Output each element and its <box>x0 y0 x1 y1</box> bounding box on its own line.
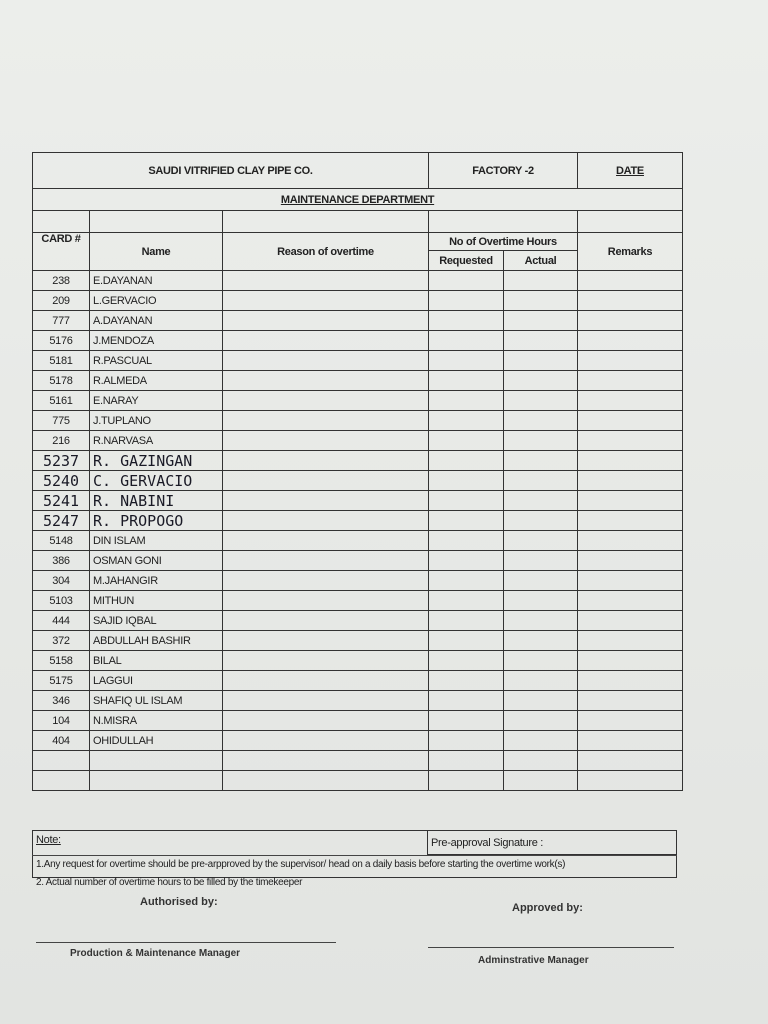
remarks-cell <box>578 331 683 351</box>
reason-cell <box>223 611 429 631</box>
table-row <box>33 311 683 331</box>
card-number-cell: 5175 <box>33 671 90 691</box>
table-row <box>33 491 683 511</box>
card-number-cell: 238 <box>33 271 90 291</box>
actual-hours-cell <box>504 571 578 591</box>
table-row <box>33 651 683 671</box>
remarks-cell <box>578 371 683 391</box>
blank-cell <box>33 771 90 791</box>
requested-hours-cell <box>429 611 504 631</box>
card-number-cell: 346 <box>33 691 90 711</box>
card-number-cell: 216 <box>33 431 90 451</box>
requested-hours-cell <box>429 351 504 371</box>
card-number-cell: 5178 <box>33 371 90 391</box>
reason-cell <box>223 471 429 491</box>
requested-hours-cell <box>429 711 504 731</box>
table-row <box>33 271 683 291</box>
employee-name-cell: R. NABINI <box>90 491 223 511</box>
remarks-cell <box>578 731 683 751</box>
actual-hours-cell <box>504 731 578 751</box>
remarks-cell <box>578 511 683 531</box>
table-row <box>33 331 683 351</box>
employee-name-cell: BILAL <box>90 651 223 671</box>
reason-cell <box>223 371 429 391</box>
remarks-cell <box>578 691 683 711</box>
table-row <box>33 631 683 651</box>
blank-cell <box>578 771 683 791</box>
actual-hours-cell <box>504 331 578 351</box>
card-number-cell: 5176 <box>33 331 90 351</box>
table-row <box>33 671 683 691</box>
table-row <box>33 411 683 431</box>
requested-hours-cell <box>429 731 504 751</box>
reason-cell <box>223 391 429 411</box>
card-number-cell: 372 <box>33 631 90 651</box>
actual-hours-cell <box>504 311 578 331</box>
authorised-signature-line <box>36 942 336 943</box>
factory-label: FACTORY -2 <box>429 153 578 189</box>
table-row <box>33 351 683 371</box>
column-header-reason: Reason of overtime <box>223 233 429 271</box>
employee-name-cell: R.ALMEDA <box>90 371 223 391</box>
reason-cell <box>223 351 429 371</box>
actual-hours-cell <box>504 691 578 711</box>
requested-hours-cell <box>429 511 504 531</box>
actual-hours-cell <box>504 351 578 371</box>
blank-cell <box>578 751 683 771</box>
employee-name-cell: LAGGUI <box>90 671 223 691</box>
requested-hours-cell <box>429 551 504 571</box>
card-number-cell: 386 <box>33 551 90 571</box>
reason-cell <box>223 531 429 551</box>
employee-name-cell: M.JAHANGIR <box>90 571 223 591</box>
table-row <box>33 731 683 751</box>
table-row <box>33 451 683 471</box>
actual-hours-cell <box>504 491 578 511</box>
requested-hours-cell <box>429 571 504 591</box>
remarks-cell <box>578 551 683 571</box>
reason-cell <box>223 711 429 731</box>
column-header-remarks: Remarks <box>578 233 683 271</box>
reason-cell <box>223 491 429 511</box>
reason-cell <box>223 651 429 671</box>
remarks-cell <box>578 491 683 511</box>
remarks-cell <box>578 291 683 311</box>
employee-name-cell: J.MENDOZA <box>90 331 223 351</box>
column-header-card: CARD # <box>33 233 90 271</box>
card-number-cell: 209 <box>33 291 90 311</box>
employee-name-cell: C. GERVACIO <box>90 471 223 491</box>
reason-cell <box>223 551 429 571</box>
card-number-cell: 104 <box>33 711 90 731</box>
actual-hours-cell <box>504 611 578 631</box>
actual-hours-cell <box>504 711 578 731</box>
reason-cell <box>223 691 429 711</box>
card-number-cell: 304 <box>33 571 90 591</box>
admin-manager-label: Adminstrative Manager <box>478 955 589 966</box>
reason-cell <box>223 511 429 531</box>
actual-hours-cell <box>504 631 578 651</box>
requested-hours-cell <box>429 411 504 431</box>
table-row <box>33 371 683 391</box>
authorised-by-label: Authorised by: <box>140 896 218 908</box>
remarks-cell <box>578 351 683 371</box>
remarks-cell <box>578 711 683 731</box>
employee-name-cell: A.DAYANAN <box>90 311 223 331</box>
table-row <box>33 391 683 411</box>
reason-cell <box>223 291 429 311</box>
reason-cell <box>223 591 429 611</box>
employee-name-cell: N.MISRA <box>90 711 223 731</box>
employee-name-cell: R.PASCUAL <box>90 351 223 371</box>
card-number-cell: 5240 <box>33 471 90 491</box>
card-number-cell: 444 <box>33 611 90 631</box>
remarks-cell <box>578 411 683 431</box>
actual-hours-cell <box>504 671 578 691</box>
employee-name-cell: SHAFIQ UL ISLAM <box>90 691 223 711</box>
column-header-requested: Requested <box>429 251 504 271</box>
table-row <box>33 591 683 611</box>
blank-cell <box>223 771 429 791</box>
reason-cell <box>223 271 429 291</box>
card-number-cell: 5103 <box>33 591 90 611</box>
department-title: MAINTENANCE DEPARTMENT <box>33 189 683 211</box>
employee-name-cell: SAJID IQBAL <box>90 611 223 631</box>
actual-hours-cell <box>504 511 578 531</box>
employee-name-cell: E.DAYANAN <box>90 271 223 291</box>
blank-cell <box>429 771 504 791</box>
actual-hours-cell <box>504 291 578 311</box>
employee-name-cell: R. PROPOGO <box>90 511 223 531</box>
remarks-cell <box>578 471 683 491</box>
employee-name-cell: OSMAN GONI <box>90 551 223 571</box>
reason-cell <box>223 631 429 651</box>
employee-name-cell: J.TUPLANO <box>90 411 223 431</box>
card-number-cell: 5241 <box>33 491 90 511</box>
preapproval-signature-label: Pre-approval Signature : <box>431 837 544 849</box>
table-row <box>33 571 683 591</box>
requested-hours-cell <box>429 431 504 451</box>
employee-name-cell: DIN ISLAM <box>90 531 223 551</box>
employee-name-cell: R.NARVASA <box>90 431 223 451</box>
requested-hours-cell <box>429 531 504 551</box>
remarks-cell <box>578 431 683 451</box>
card-number-cell: 5181 <box>33 351 90 371</box>
card-number-cell: 5158 <box>33 651 90 671</box>
requested-hours-cell <box>429 491 504 511</box>
reason-cell <box>223 311 429 331</box>
reason-cell <box>223 671 429 691</box>
approved-signature-line <box>428 947 674 948</box>
actual-hours-cell <box>504 471 578 491</box>
reason-cell <box>223 331 429 351</box>
remarks-cell <box>578 271 683 291</box>
requested-hours-cell <box>429 471 504 491</box>
remarks-cell <box>578 651 683 671</box>
employee-name-cell: R. GAZINGAN <box>90 451 223 471</box>
production-manager-label: Production & Maintenance Manager <box>70 948 241 959</box>
actual-hours-cell <box>504 451 578 471</box>
table-row <box>33 291 683 311</box>
remarks-cell <box>578 391 683 411</box>
table-row <box>33 511 683 531</box>
actual-hours-cell <box>504 651 578 671</box>
blank-cell <box>90 751 223 771</box>
remarks-cell <box>578 631 683 651</box>
blank-cell <box>90 771 223 791</box>
reason-cell <box>223 411 429 431</box>
card-number-cell: 5247 <box>33 511 90 531</box>
actual-hours-cell <box>504 411 578 431</box>
remarks-cell <box>578 571 683 591</box>
reason-cell <box>223 431 429 451</box>
actual-hours-cell <box>504 371 578 391</box>
company-name: SAUDI VITRIFIED CLAY PIPE CO. <box>33 153 429 189</box>
requested-hours-cell <box>429 651 504 671</box>
note-1: 1.Any request for overtime should be pre-arpproved by the supervisor/ head on a daily basis before starting the overtime work(s) <box>36 859 566 870</box>
employee-name-cell: ABDULLAH BASHIR <box>90 631 223 651</box>
actual-hours-cell <box>504 591 578 611</box>
remarks-cell <box>578 671 683 691</box>
table-row <box>33 711 683 731</box>
reason-cell <box>223 571 429 591</box>
requested-hours-cell <box>429 691 504 711</box>
column-header-actual: Actual <box>504 251 578 271</box>
approved-by-label: Approved by: <box>512 902 583 914</box>
employee-name-cell: MITHUN <box>90 591 223 611</box>
table-row <box>33 431 683 451</box>
card-number-cell: 777 <box>33 311 90 331</box>
note-label: Note: <box>36 834 61 846</box>
remarks-cell <box>578 611 683 631</box>
blank-cell <box>504 771 578 791</box>
blank-cell <box>504 751 578 771</box>
remarks-cell <box>578 531 683 551</box>
card-number-cell: 404 <box>33 731 90 751</box>
actual-hours-cell <box>504 431 578 451</box>
requested-hours-cell <box>429 331 504 351</box>
card-number-cell: 775 <box>33 411 90 431</box>
employee-name-cell: E.NARAY <box>90 391 223 411</box>
remarks-cell <box>578 591 683 611</box>
table-row <box>33 531 683 551</box>
card-number-cell: 5237 <box>33 451 90 471</box>
remarks-cell <box>578 451 683 471</box>
table-row <box>33 471 683 491</box>
table-row <box>33 751 683 771</box>
column-header-hours: No of Overtime Hours <box>429 233 578 251</box>
requested-hours-cell <box>429 451 504 471</box>
table-row <box>33 771 683 791</box>
requested-hours-cell <box>429 631 504 651</box>
blank-cell <box>33 751 90 771</box>
requested-hours-cell <box>429 371 504 391</box>
card-number-cell: 5148 <box>33 531 90 551</box>
requested-hours-cell <box>429 271 504 291</box>
blank-cell <box>223 751 429 771</box>
date-label: DATE <box>578 153 683 189</box>
table-row <box>33 551 683 571</box>
table-row <box>33 691 683 711</box>
note-2: 2. Actual number of overtime hours to be filled by the timekeeper <box>36 877 303 888</box>
requested-hours-cell <box>429 671 504 691</box>
employee-name-cell: OHIDULLAH <box>90 731 223 751</box>
actual-hours-cell <box>504 391 578 411</box>
requested-hours-cell <box>429 311 504 331</box>
reason-cell <box>223 451 429 471</box>
actual-hours-cell <box>504 271 578 291</box>
employee-name-cell: L.GERVACIO <box>90 291 223 311</box>
requested-hours-cell <box>429 391 504 411</box>
requested-hours-cell <box>429 591 504 611</box>
actual-hours-cell <box>504 531 578 551</box>
requested-hours-cell <box>429 291 504 311</box>
remarks-cell <box>578 311 683 331</box>
actual-hours-cell <box>504 551 578 571</box>
card-number-cell: 5161 <box>33 391 90 411</box>
table-row <box>33 611 683 631</box>
blank-cell <box>429 751 504 771</box>
overtime-form-table <box>32 152 683 791</box>
column-header-name: Name <box>90 233 223 271</box>
reason-cell <box>223 731 429 751</box>
